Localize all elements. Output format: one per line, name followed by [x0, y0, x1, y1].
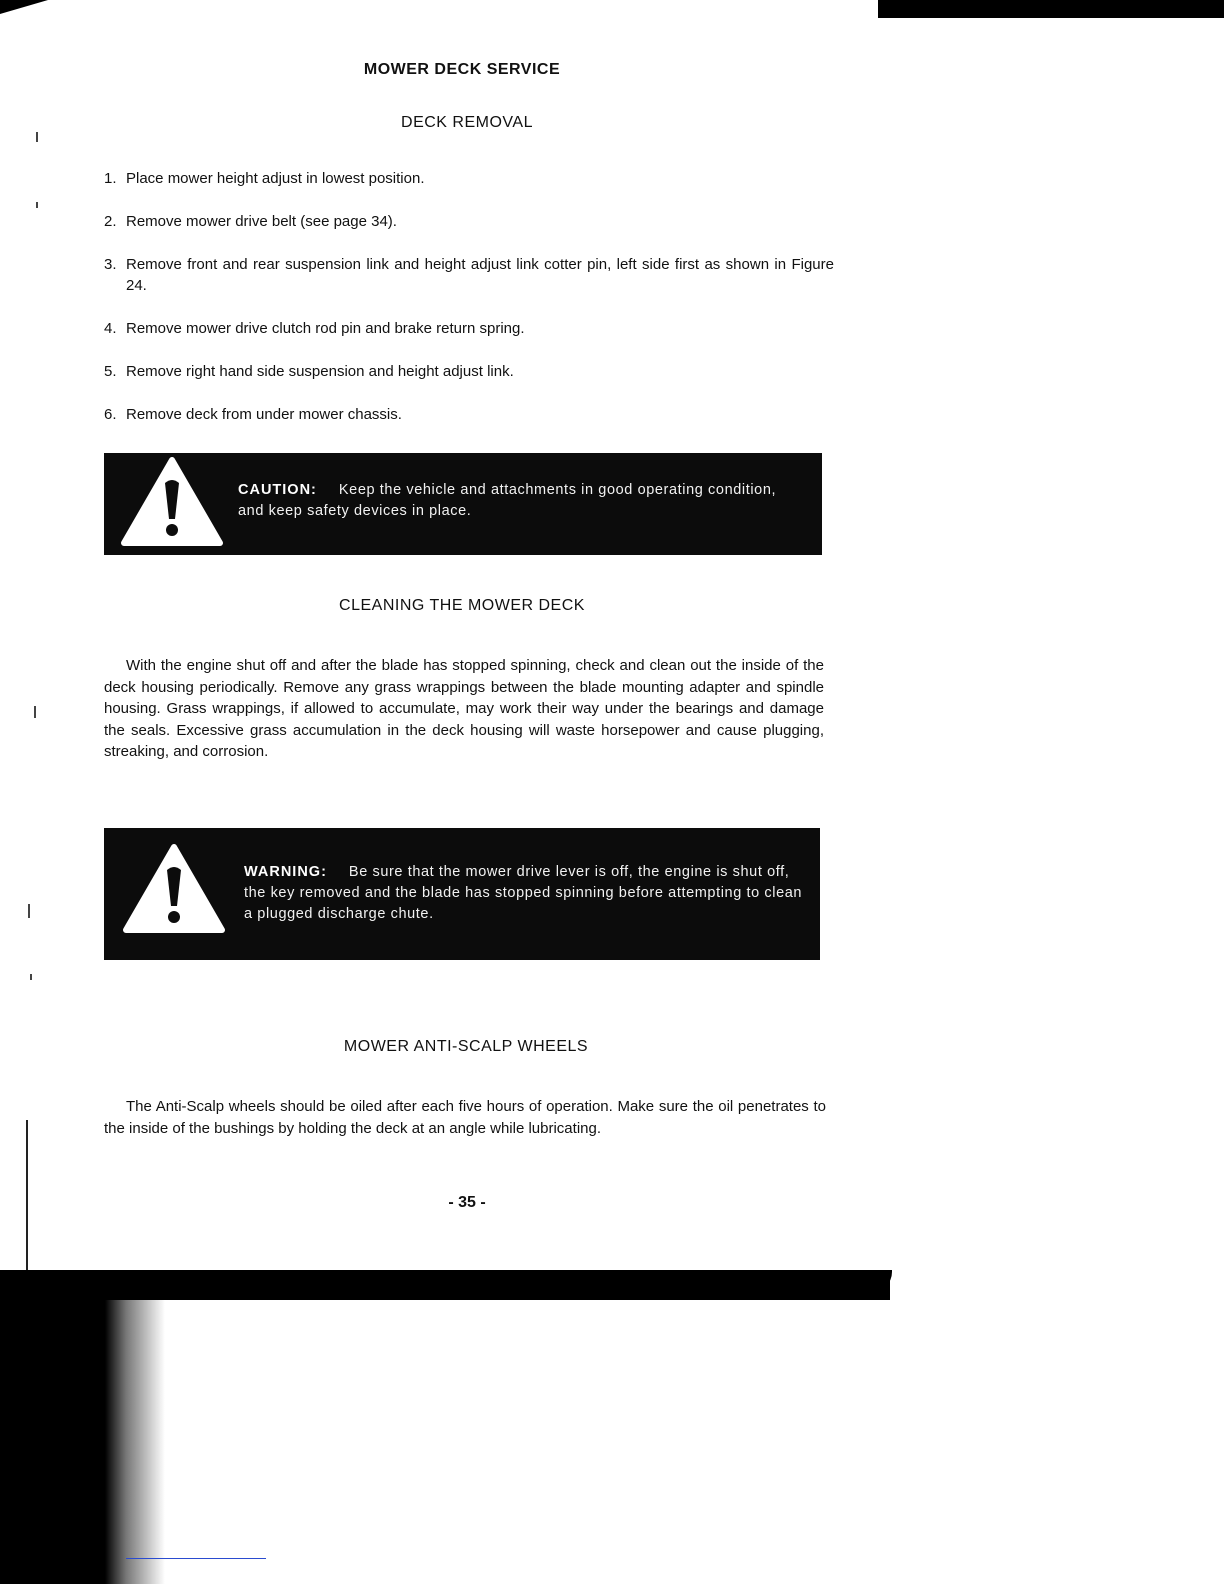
step-number: 2.	[104, 213, 117, 230]
step-text: Remove deck from under mower chassis.	[126, 406, 402, 423]
list-item	[104, 254, 834, 296]
scan-top-edge	[878, 0, 1224, 18]
section-heading-deck-removal: DECK REMOVAL	[401, 114, 533, 131]
warning-triangle-icon	[122, 844, 226, 936]
cleaning-paragraph: With the engine shut off and after the blade has stopped spinning, check and clean out the inside of the deck housing periodically. Remove any grass wrappings between the blade mounting adapter and spindle housing. Grass wrappings, if allowed to accumulate, may work their way under the bearings and damage the seals. Excessive grass accumulation in the deck housing will waste horsepower and cause plugging, streaking, and corrosion.	[104, 657, 824, 760]
step-text: Remove mower drive clutch rod pin and brake return spring.	[126, 320, 525, 337]
warning-box	[104, 828, 820, 960]
step-number: 5.	[104, 363, 117, 380]
list-item	[104, 404, 834, 425]
warning-label: WARNING:	[244, 864, 327, 880]
scan-speck	[30, 974, 32, 980]
step-text: Place mower height adjust in lowest position.	[126, 170, 425, 187]
step-number: 1.	[104, 170, 117, 187]
caution-text: Keep the vehicle and attachments in good operating condition, and keep safety devices in place.	[238, 482, 777, 519]
deck-removal-steps	[104, 168, 834, 447]
section-heading-anti-scalp: MOWER ANTI-SCALP WHEELS	[343, 1038, 589, 1055]
step-text: Remove mower drive belt (see page 34).	[126, 213, 397, 230]
caution-label: CAUTION:	[238, 482, 317, 498]
warning-text-block	[244, 862, 804, 925]
scan-speck	[36, 132, 38, 142]
page-number: - 35 -	[448, 1194, 486, 1211]
scan-speck	[34, 706, 36, 718]
step-text: Remove right hand side suspension and height adjust link.	[126, 363, 514, 380]
step-number: 6.	[104, 406, 117, 423]
scan-speck	[36, 202, 38, 208]
scan-blue-line	[126, 1558, 266, 1559]
section-heading-cleaning: CLEANING THE MOWER DECK	[339, 597, 585, 614]
step-number: 4.	[104, 320, 117, 337]
step-text: Remove front and rear suspension link and height adjust link cotter pin, left side first as shown in Figure 24.	[126, 256, 834, 294]
warning-triangle-icon	[120, 457, 224, 549]
warning-text: Be sure that the mower drive lever is off, the engine is shut off, the key removed and the blade has stopped spinning before attempting to clean a plugged discharge chute.	[244, 864, 803, 922]
scan-corner-mark	[0, 0, 48, 14]
caution-text-block	[238, 480, 804, 522]
scan-bottom-gradient	[105, 1300, 165, 1584]
caution-box	[104, 453, 822, 555]
scan-speck	[28, 904, 30, 918]
scan-left-edge	[26, 1120, 28, 1270]
list-item	[104, 211, 834, 232]
scan-bottom-blank	[130, 1300, 890, 1584]
step-number: 3.	[104, 256, 117, 273]
anti-scalp-paragraph: The Anti-Scalp wheels should be oiled after each five hours of operation. Make sure the oil penetrates to the inside of the bushings by holding the deck at an angle while lubricating.	[104, 1098, 826, 1137]
list-item	[104, 168, 834, 189]
list-item	[104, 361, 834, 382]
page-title: MOWER DECK SERVICE	[363, 61, 561, 78]
list-item	[104, 318, 834, 339]
